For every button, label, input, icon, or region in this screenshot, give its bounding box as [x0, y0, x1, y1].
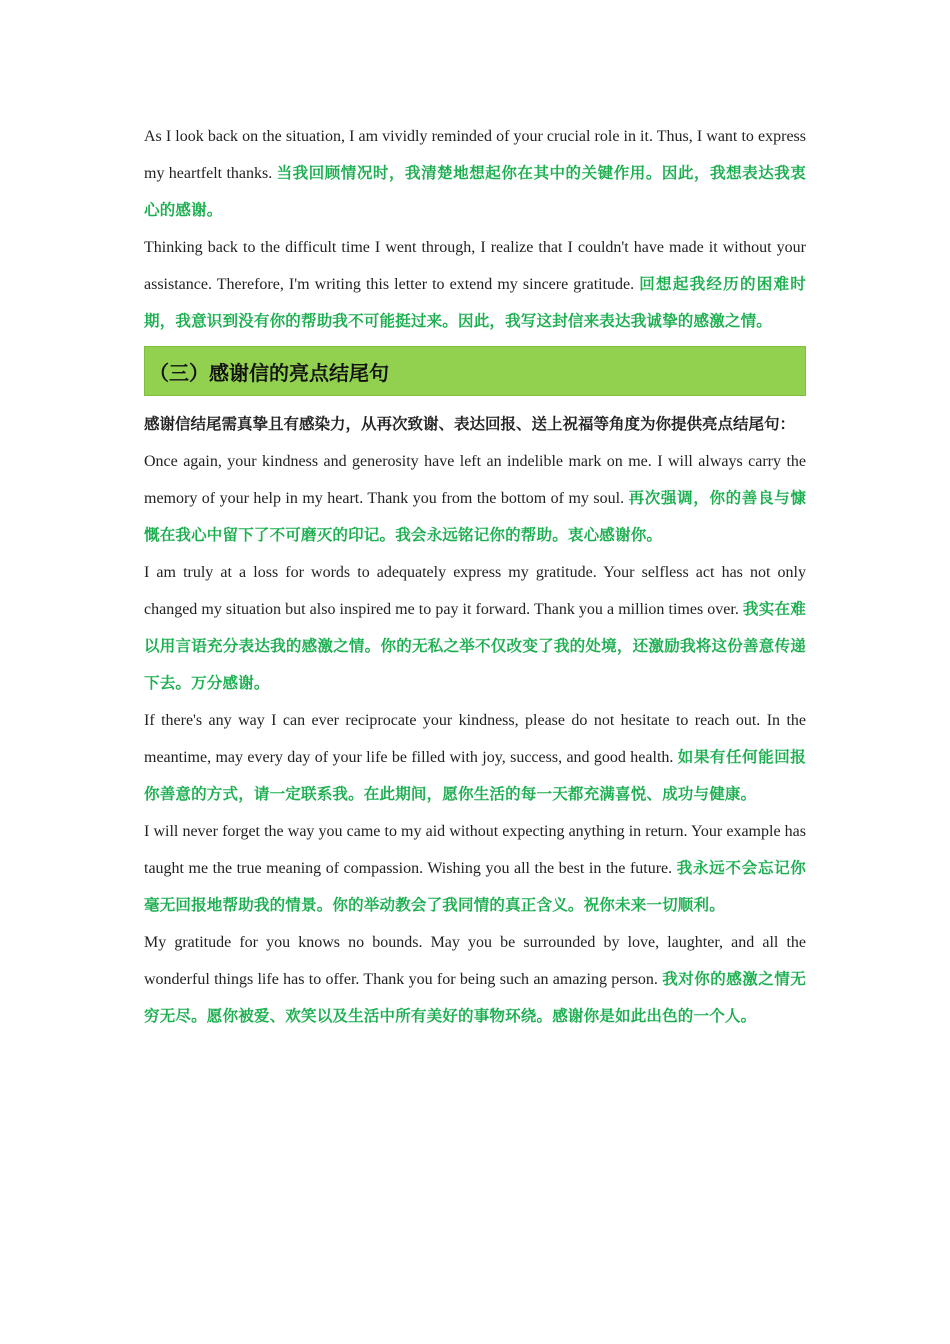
closing-sentence-4: [144, 813, 806, 924]
paragraph-1-english: As I look back on the situation, I am vividly reminded of your crucial role in it. Thus, I want to express my heartfelt thanks.: [144, 128, 806, 182]
paragraph-1: [144, 118, 806, 229]
closing-sentence-1-chinese: 再次强调，你的善良与慷慨在我心中留下了不可磨灭的印记。我会永远铭记你的帮助。衷心感谢你。: [144, 489, 807, 544]
paragraph-2: [144, 229, 806, 340]
closing-sentence-2-chinese: 我实在难以用言语充分表达我的感激之情。你的无私之举不仅改变了我的处境，还激励我将这份善意传递下去。万分感谢。: [144, 600, 806, 692]
paragraph-2-chinese: 回想起我经历的困难时期，我意识到没有你的帮助我不可能挺过来。因此，我写这封信来表达我诚挚的感激之情。: [144, 275, 806, 330]
closing-sentence-3-chinese: 如果有任何能回报你善意的方式，请一定联系我。在此期间，愿你生活的每一天都充满喜悦、成功与健康。: [144, 748, 806, 803]
closing-sentence-5: [144, 924, 806, 1035]
paragraph-1-chinese: 当我回顾情况时，我清楚地想起你在其中的关键作用。因此，我想表达我衷心的感谢。: [144, 164, 807, 219]
section-title: （三）感谢信的亮点结尾句: [149, 360, 389, 385]
section-intro: 感谢信结尾需真挚且有感染力，从再次致谢、表达回报、送上祝福等角度为你提供亮点结尾句：: [144, 415, 796, 433]
section-header: [144, 346, 806, 396]
closing-sentence-5-chinese: 我对你的感激之情无穷无尽。愿你被爱、欢笑以及生活中所有美好的事物环绕。感谢你是如此出色的一个人。: [144, 970, 806, 1025]
document-page: [144, 118, 806, 1035]
closing-sentence-3: [144, 702, 806, 813]
closing-sentence-1: [144, 443, 806, 554]
closing-sentence-4-chinese: 我永远不会忘记你毫无回报地帮助我的情景。你的举动教会了我同情的真正含义。祝你未来一切顺利。: [144, 859, 806, 914]
closing-sentence-1-english: Once again, your kindness and generosity have left an indelible mark on me. I will always carry the memory of your help in my heart. Thank you from the bottom of my soul.: [144, 453, 806, 507]
closing-sentence-5-english: My gratitude for you knows no bounds. May you be surrounded by love, laughter, and all the wonderful things life has to offer. Thank you for being such an amazing person.: [144, 934, 806, 988]
paragraph-2-english: Thinking back to the difficult time I went through, I realize that I couldn't have made it without your assistance. Therefore, I'm writing this letter to extend my sincere gratitude.: [144, 239, 806, 293]
closing-sentence-2-english: I am truly at a loss for words to adequately express my gratitude. Your selfless act has not only changed my situation but also inspired me to pay it forward. Thank you a million times over.: [144, 564, 806, 618]
closing-sentence-4-english: I will never forget the way you came to my aid without expecting anything in return. Your example has taught me the true meaning of compassion. Wishing you all the best in the future.: [144, 823, 806, 877]
closing-sentence-2: [144, 554, 806, 702]
closing-sentence-3-english: If there's any way I can ever reciprocate your kindness, please do not hesitate to reach out. In the meantime, may every day of your life be filled with joy, success, and good health.: [144, 712, 806, 766]
